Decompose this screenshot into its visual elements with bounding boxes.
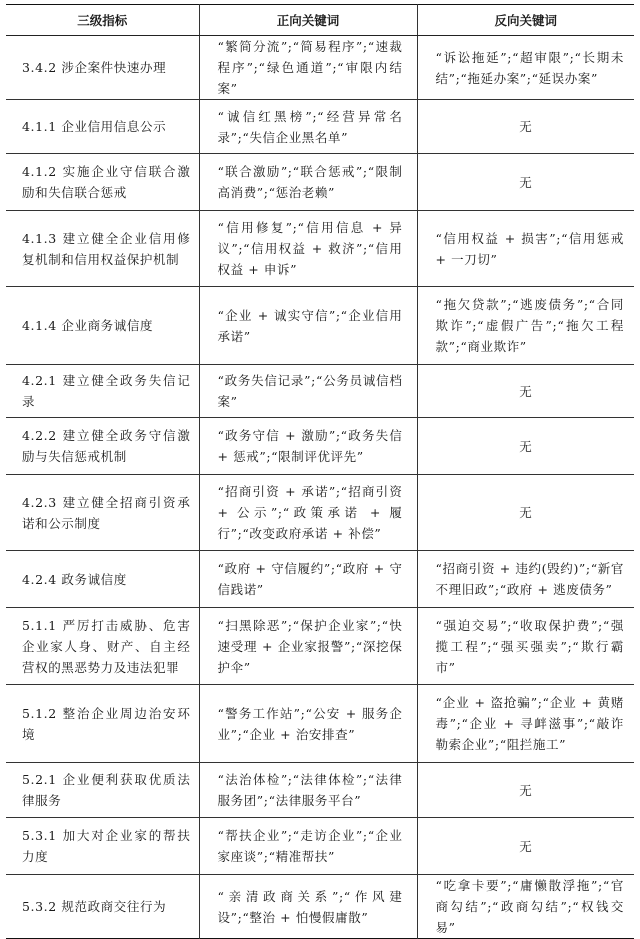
- indicator-cell: 4.1.2 实施企业守信联合激励和失信联合惩戒: [6, 154, 199, 211]
- table-header-row: [6, 5, 634, 36]
- positive-keywords-cell: “诚信红黑榜”;“经营异常名录”;“失信企业黑名单”: [199, 100, 417, 154]
- keyword-table: [6, 4, 634, 939]
- positive-keywords-cell: “政府 + 守信履约”;“政府 + 守信践诺”: [199, 551, 417, 608]
- header-indicator: 三级指标: [6, 5, 199, 36]
- negative-keywords-cell: “企业 + 盗抢骗”;“企业 + 黄赌毒”;“企业 + 寻衅滋事”;“敲诈勒索企业”;“阻拦施工”: [417, 685, 634, 763]
- table-row: [6, 551, 634, 608]
- negative-keywords-cell: “诉讼拖延”;“超审限”;“长期未结”;“拖延办案”;“延误办案”: [417, 36, 634, 100]
- negative-keywords-cell: “强迫交易”;“收取保护费”;“强揽工程”;“强买强卖”;“欺行霸市”: [417, 608, 634, 685]
- indicator-cell: 4.1.3 建立健全企业信用修复机制和信用权益保护机制: [6, 211, 199, 287]
- negative-keywords-cell: 无: [417, 818, 634, 875]
- positive-keywords-cell: “政务守信 + 激励”;“政务失信 + 惩戒”;“限制评优评先”: [199, 418, 417, 475]
- positive-keywords-cell: “政务失信记录”;“公务员诚信档案”: [199, 365, 417, 418]
- positive-keywords-cell: “联合激励”;“联合惩戒”;“限制高消费”;“惩治老赖”: [199, 154, 417, 211]
- indicator-cell: 5.2.1 企业便利获取优质法律服务: [6, 763, 199, 818]
- header-negative: 反向关键词: [417, 5, 634, 36]
- negative-keywords-cell: 无: [417, 763, 634, 818]
- table-row: [6, 36, 634, 100]
- indicator-cell: 4.1.1 企业信用信息公示: [6, 100, 199, 154]
- table-row: [6, 818, 634, 875]
- negative-keywords-cell: 无: [417, 154, 634, 211]
- table-row: [6, 287, 634, 365]
- negative-keywords-cell: 无: [417, 418, 634, 475]
- keyword-table-container: [6, 4, 634, 939]
- positive-keywords-cell: “帮扶企业”;“走访企业”;“企业家座谈”;“精准帮扶”: [199, 818, 417, 875]
- positive-keywords-cell: “招商引资 + 承诺”;“招商引资 + 公示”;“政策承诺 + 履行”;“改变政府承诺 + 补偿”: [199, 475, 417, 551]
- positive-keywords-cell: “扫黑除恶”;“保护企业家”;“快速受理 + 企业家报警”;“深挖保护伞”: [199, 608, 417, 685]
- header-positive: 正向关键词: [199, 5, 417, 36]
- indicator-cell: 4.2.1 建立健全政务失信记录: [6, 365, 199, 418]
- negative-keywords-cell: 无: [417, 100, 634, 154]
- indicator-cell: 4.1.4 企业商务诚信度: [6, 287, 199, 365]
- table-row: [6, 608, 634, 685]
- negative-keywords-cell: “信用权益 + 损害”;“信用惩戒 + 一刀切”: [417, 211, 634, 287]
- indicator-cell: 4.2.4 政务诚信度: [6, 551, 199, 608]
- table-row: [6, 418, 634, 475]
- indicator-cell: 5.1.2 整治企业周边治安环境: [6, 685, 199, 763]
- positive-keywords-cell: “警务工作站”;“公安 + 服务企业”;“企业 + 治安排查”: [199, 685, 417, 763]
- table-row: [6, 154, 634, 211]
- table-row: [6, 211, 634, 287]
- indicator-cell: 5.1.1 严厉打击威胁、危害企业家人身、财产、自主经营权的黑恶势力及违法犯罪: [6, 608, 199, 685]
- table-row: [6, 685, 634, 763]
- indicator-cell: 5.3.2 规范政商交往行为: [6, 875, 199, 939]
- negative-keywords-cell: 无: [417, 365, 634, 418]
- positive-keywords-cell: “法治体检”;“法律体检”;“法律服务团”;“法律服务平台”: [199, 763, 417, 818]
- negative-keywords-cell: “吃拿卡要”;“庸懒散浮拖”;“官商勾结”;“政商勾结”;“权钱交易”: [417, 875, 634, 939]
- table-row: [6, 365, 634, 418]
- positive-keywords-cell: “繁简分流”;“简易程序”;“速裁程序”;“绿色通道”;“审限内结案”: [199, 36, 417, 100]
- table-row: [6, 763, 634, 818]
- indicator-cell: 4.2.2 建立健全政务守信激励与失信惩戒机制: [6, 418, 199, 475]
- indicator-cell: 3.4.2 涉企案件快速办理: [6, 36, 199, 100]
- negative-keywords-cell: “招商引资 + 违约(毁约)”;“新官不理旧政”;“政府 + 逃废债务”: [417, 551, 634, 608]
- table-row: [6, 475, 634, 551]
- positive-keywords-cell: “企业 + 诚实守信”;“企业信用承诺”: [199, 287, 417, 365]
- positive-keywords-cell: “亲清政商关系”;“作风建设”;“整治 + 怕慢假庸散”: [199, 875, 417, 939]
- negative-keywords-cell: 无: [417, 475, 634, 551]
- indicator-cell: 4.2.3 建立健全招商引资承诺和公示制度: [6, 475, 199, 551]
- table-row: [6, 875, 634, 939]
- table-row: [6, 100, 634, 154]
- positive-keywords-cell: “信用修复”;“信用信息 + 异议”;“信用权益 + 救济”;“信用权益 + 申诉”: [199, 211, 417, 287]
- indicator-cell: 5.3.1 加大对企业家的帮扶力度: [6, 818, 199, 875]
- negative-keywords-cell: “拖欠贷款”;“逃废债务”;“合同欺诈”;“虚假广告”;“拖欠工程款”;“商业欺诈”: [417, 287, 634, 365]
